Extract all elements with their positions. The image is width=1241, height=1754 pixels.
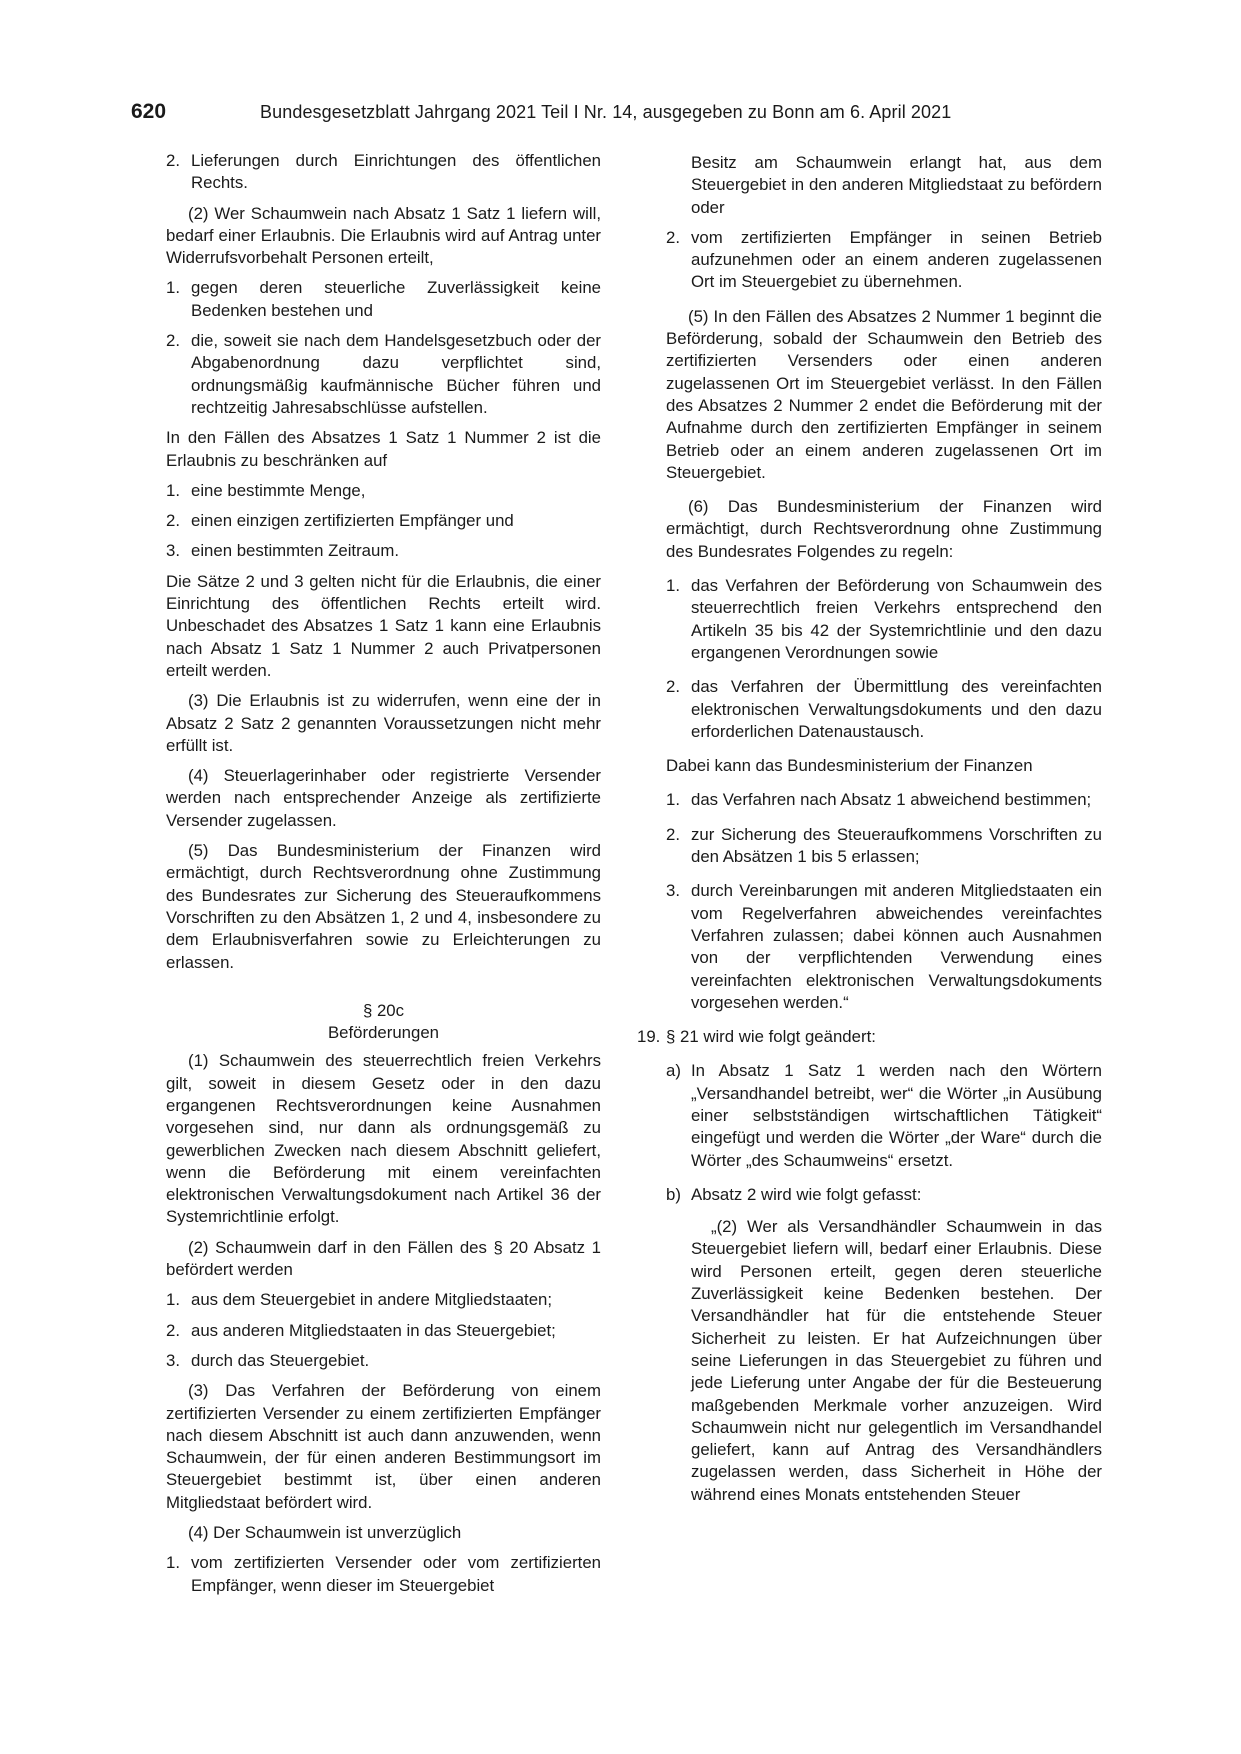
item-text: aus anderen Mitgliedstaaten in das Steuergebiet; xyxy=(191,1320,556,1340)
item-number: 1. xyxy=(166,1553,180,1573)
page-number: 620 xyxy=(131,100,167,123)
running-head: Bundesgesetzblatt Jahrgang 2021 Teil I Nr. 14, ausgegeben zu Bonn am 6. April 2021 xyxy=(260,102,952,122)
amendment-item-19 xyxy=(637,1026,1102,1048)
list-item xyxy=(666,880,1102,1014)
list-item xyxy=(666,789,1102,811)
list-item xyxy=(166,480,601,502)
paragraph-20c-3: (3) Das Verfahren der Beförderung von einem zertifizierten Versender zu einem zertifizierten Empfänger nach diesem Abschnitt ist auch dann anzuwenden, wenn Schaumwein, der für einen anderen Bestimmungsort im Steuergebiet bestimmt ist, über einen anderen Mitgliedstaat befördert wird. xyxy=(166,1381,601,1512)
item-text: durch das Steuergebiet. xyxy=(191,1350,370,1370)
sub-item-b xyxy=(666,1184,1102,1206)
item-text: einen bestimmten Zeitraum. xyxy=(191,541,399,561)
paragraph-20c-1: (1) Schaumwein des steuerrechtlich freien Verkehrs gilt, soweit in diesem Gesetz oder in den dazu ergangenen Rechtsverordnungen keine Ausnahmen vorgesehen sind, nur dann als ordnungsgemäß zu gewerblichen Zwecken nach diesem Abschnitt geliefert, wenn die Beförderung mit einem vereinfachten elektronischen Verwaltungsdokument nach Artikel 36 der Systemrichtlinie erfolgt. xyxy=(166,1051,601,1227)
item-text: einen einzigen zertifizierten Empfänger und xyxy=(191,511,514,531)
item-text: vom zertifizierten Versender oder vom zertifizierten Empfänger, wenn dieser im Steuergebiet xyxy=(191,1553,601,1595)
section-number: § 20c xyxy=(362,1000,405,1020)
quoted-provision: „(2) Wer als Versandhändler Schaumwein in das Steuergebiet liefern will, bedarf einer Erlaubnis. Diese wird Personen erteilt, gegen deren steuerliche Zuverlässigkeit keine Bedenken bestehen. Der Versandhändler hat für die entstehende Steuer Sicherheit zu leisten. Er hat Aufzeichnungen über seine Lieferungen in das Steuergebiet zu führen und jede Lieferung unter Angabe der für die Besteuerung maßgebenden Merkmale vorher anzuzeigen. Wird Schaumwein nicht nur gelegentlich im Versandhandel geliefert, kann auf Antrag des Versandhändlers zugelassen werden, dass Sicherheit in Höhe der während eines Monats entstehenden Steuer xyxy=(691,1217,1102,1504)
list-item xyxy=(166,277,601,322)
item-number: 2. xyxy=(666,227,680,247)
list-item xyxy=(166,150,601,195)
list-item xyxy=(166,1552,601,1597)
item-text: die, soweit sie nach dem Handelsgesetzbuch oder der Abgabenordnung dazu verpflichtet sind, ordnungsmäßig kaufmännische Bücher führen und rechtzeitig Jahresabschlüsse aufstellen. xyxy=(191,331,601,417)
list-item xyxy=(666,227,1102,294)
item-text: das Verfahren der Beförderung von Schaumwein des steuerrechtlich freien Verkehrs entsprechend den Artikeln 35 bis 42 der Systemrichtlinie und den dazu ergangenen Verordnungen sowie xyxy=(691,576,1102,662)
list-item xyxy=(166,1289,601,1311)
paragraph-20c-5: (5) In den Fällen des Absatzes 2 Nummer 1 beginnt die Beförderung, sobald der Schaumwein den Betrieb des zertifizierten Versenders oder einen anderen zugelassenen Ort im Steuergebiet verlässt. In den Fällen des Absatzes 2 Nummer 2 endet die Beförderung mit der Aufnahme durch den zertifizierten Empfänger in seinem Betrieb oder an einem anderen zugelassenen Ort im Steuergebiet. xyxy=(666,306,1102,482)
paragraph-abs2: (2) Wer Schaumwein nach Absatz 1 Satz 1 liefern will, bedarf einer Erlaubnis. Die Erlaubnis wird auf Antrag unter Widerrufsvorbehalt Personen erteilt, xyxy=(166,203,601,268)
list-item xyxy=(166,1350,601,1372)
paragraph-abs3: (3) Die Erlaubnis ist zu widerrufen, wenn eine der in Absatz 2 Satz 2 genannten Voraussetzungen nicht mehr erfüllt ist. xyxy=(166,691,601,755)
item-text: aus dem Steuergebiet in andere Mitgliedstaaten; xyxy=(191,1290,553,1310)
item-number: 2. xyxy=(666,824,680,844)
item-number: 1. xyxy=(666,790,680,810)
paragraph-20c-6: (6) Das Bundesministerium der Finanzen wird ermächtigt, durch Rechtsverordnung ohne Zustimmung des Bundesrates Folgendes zu regeln: xyxy=(666,497,1102,561)
item-number: 3. xyxy=(166,1350,180,1370)
list-item xyxy=(166,540,601,562)
paragraph-20c-2: (2) Schaumwein darf in den Fällen des § 20 Absatz 1 befördert werden xyxy=(166,1237,601,1280)
item-number: 19. xyxy=(637,1027,661,1047)
item-text: zur Sicherung des Steueraufkommens Vorschriften zu den Absätzen 1 bis 5 erlassen; xyxy=(691,824,1102,867)
list-item xyxy=(666,575,1102,664)
item-text: vom zertifizierten Empfänger in seinen Betrieb aufzunehmen oder an einem anderen zugelassenen Ort im Steuergebiet zu übernehmen. xyxy=(691,227,1102,292)
item-text: § 21 wird wie folgt geändert: xyxy=(666,1027,876,1047)
paragraph-20c-4: (4) Der Schaumwein ist unverzüglich xyxy=(188,1523,462,1543)
item-number: 3. xyxy=(166,541,180,561)
item-text: In Absatz 1 Satz 1 werden nach den Wörtern „Versandhandel betreibt, wer“ die Wörter „in Ausübung einer selbstständigen wirtschaftlichen Tätigkeit“ eingefügt und werden die Wörter „der Ware“ durch die Wörter „des Schaumweins“ ersetzt. xyxy=(691,1061,1102,1170)
list-item xyxy=(666,824,1102,869)
list-item xyxy=(166,510,601,532)
item-text: durch Vereinbarungen mit anderen Mitgliedstaaten ein vom Regelverfahren abweichendes vereinfachtes Verfahren zulassen; dabei können auch Ausnahmen von der verpflichtenden Verwendung eines vereinfachten elektronischen Verwaltungsdokuments vorgesehen werden.“ xyxy=(691,881,1102,1012)
item-text: Lieferungen durch Einrichtungen des öffentlichen Rechts. xyxy=(191,151,601,193)
item-letter: a) xyxy=(666,1061,681,1081)
list-item xyxy=(666,676,1102,743)
paragraph-abs5: (5) Das Bundesministerium der Finanzen wird ermächtigt, durch Rechtsverordnung ohne Zustimmung des Bundesrates zur Sicherung des Steueraufkommens Vorschriften zu den Absätzen 1, 2 und 4, insbesondere zu dem Erlaubnisverfahren sowie zu Erleichterungen zu erlassen. xyxy=(166,841,601,972)
item-number: 1. xyxy=(666,576,680,596)
item-text: gegen deren steuerliche Zuverlässigkeit keine Bedenken bestehen und xyxy=(191,278,601,320)
item-text: das Verfahren nach Absatz 1 abweichend bestimmen; xyxy=(691,790,1092,810)
item-letter: b) xyxy=(666,1184,681,1204)
item-number: 2. xyxy=(666,677,680,697)
item-number: 1. xyxy=(166,1290,180,1310)
paragraph-saetze: Die Sätze 2 und 3 gelten nicht für die Erlaubnis, die einer Einrichtung des öffentlichen Rechts erteilt wird. Unbeschadet des Absatzes 1 Satz 1 kann eine Erlaubnis nach Absatz 1 Satz 1 Nummer 2 auch Privatpersonen erteilt werden. xyxy=(166,571,601,680)
item-number: 2. xyxy=(166,331,180,351)
item-text: eine bestimmte Menge, xyxy=(191,480,366,500)
list-item xyxy=(166,330,601,419)
item-text: Absatz 2 wird wie folgt gefasst: xyxy=(691,1184,922,1204)
item-number: 1. xyxy=(166,278,180,298)
left-column xyxy=(166,150,601,1605)
item-text: das Verfahren der Übermittlung des vereinfachten elektronischen Verwaltungsdokuments und den dazu erforderlichen Datenaustausch. xyxy=(691,677,1102,741)
item-number: 3. xyxy=(666,881,680,901)
item-number: 2. xyxy=(166,1320,180,1340)
item-number: 2. xyxy=(166,151,180,170)
list-item xyxy=(166,1320,601,1342)
paragraph-dabei: Dabei kann das Bundesministerium der Finanzen xyxy=(666,756,1033,776)
sub-item-a xyxy=(666,1060,1102,1171)
item-number: 1. xyxy=(166,480,180,500)
paragraph-abs4: (4) Steuerlagerinhaber oder registrierte Versender werden nach entsprechender Anzeige als zertifizierte Versender zugelassen. xyxy=(166,766,601,830)
item-number: 2. xyxy=(166,511,180,531)
right-column xyxy=(637,152,1102,1514)
section-title: Beförderungen xyxy=(327,1023,440,1043)
paragraph-beschraenken: In den Fällen des Absatzes 1 Satz 1 Nummer 2 ist die Erlaubnis zu beschränken auf xyxy=(166,428,601,470)
item-continuation: Besitz am Schaumwein erlangt hat, aus dem Steuergebiet in den anderen Mitgliedstaat zu befördern oder xyxy=(691,153,1102,217)
